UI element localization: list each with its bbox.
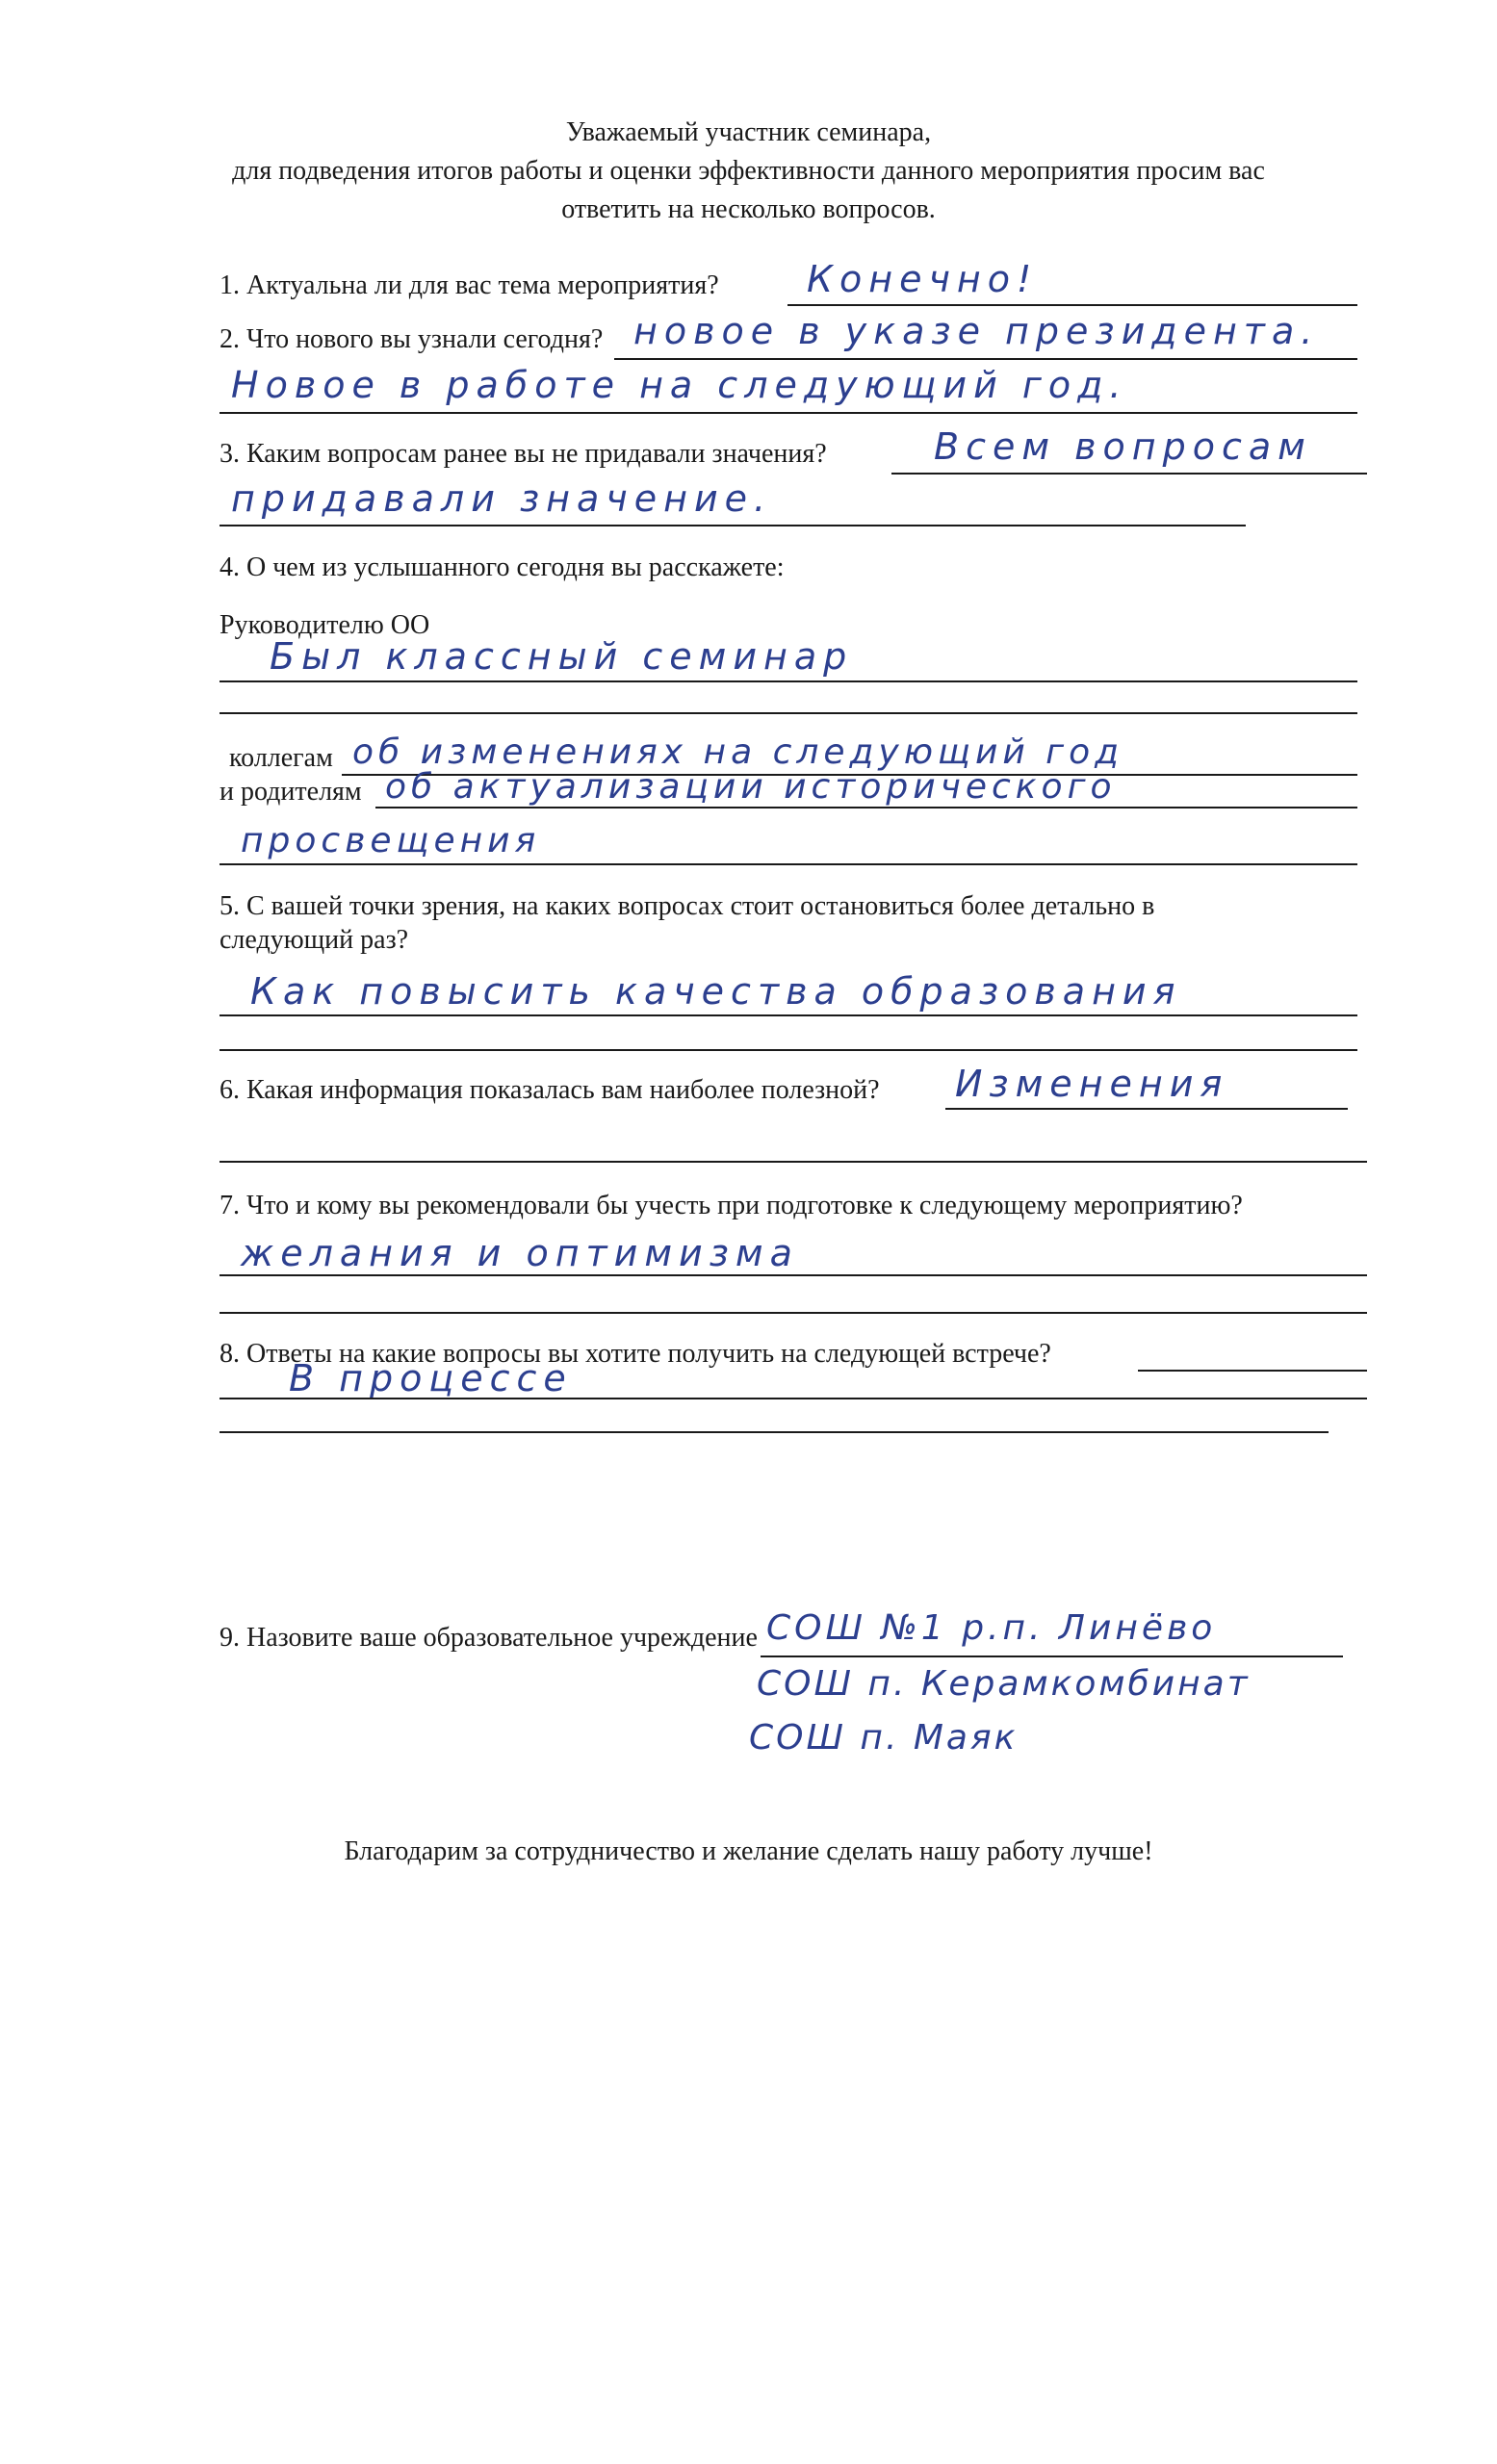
greeting: Уважаемый участник семинара, [565, 117, 932, 147]
question-4-answer: Был классный семинар [270, 635, 854, 678]
question-5-label: следующий раз? [219, 925, 409, 955]
question-4-answer: об актуализации исторического [385, 767, 1117, 807]
answer-line [219, 680, 1357, 682]
question-4-answer: об изменениях на следующий год [352, 732, 1124, 772]
answer-line [219, 712, 1357, 714]
intro-line: для подведения итогов работы и оценки эффективности данного мероприятия просим вас [232, 156, 1265, 186]
recipient-label: Руководителю ОО [219, 610, 430, 640]
question-4-answer: просвещения [241, 821, 541, 860]
question-3-label: 3. Каким вопросам ранее вы не придавали значения? [219, 439, 827, 469]
answer-line [219, 863, 1357, 865]
question-4-label: 4. О чем из услышанного сегодня вы расскажете: [219, 552, 785, 582]
question-8-answer: В процессе [289, 1357, 573, 1399]
answer-line [219, 1398, 1367, 1399]
question-1-label: 1. Актуальна ли для вас тема мероприятия? [219, 270, 719, 300]
recipient-label: и родителям [219, 777, 362, 807]
question-6-answer: Изменения [955, 1063, 1229, 1105]
question-1-answer: Конечно! [807, 258, 1039, 300]
answer-line [219, 1049, 1357, 1051]
question-5-answer: Как повысить качества образования [250, 970, 1182, 1013]
answer-line [787, 304, 1357, 306]
question-3-answer: придавали значение. [231, 477, 773, 520]
answer-line [891, 473, 1367, 475]
question-2-answer: новое в указе президента. [633, 310, 1320, 352]
thank-you-note: Благодарим за сотрудничество и желание сделать нашу работу лучше! [344, 1836, 1153, 1866]
answer-line [219, 412, 1357, 414]
answer-line [219, 1274, 1367, 1276]
question-5-label: 5. С вашей точки зрения, на каких вопросах стоит остановиться более детально в [219, 891, 1155, 921]
answer-line [219, 1161, 1367, 1163]
form-header [0, 114, 1497, 229]
question-7-answer: желания и оптимизма [241, 1232, 799, 1274]
answer-line [219, 1014, 1357, 1016]
question-9-answer: СОШ п. Маяк [749, 1718, 1019, 1758]
question-7-label: 7. Что и кому вы рекомендовали бы учесть при подготовке к следующему мероприятию? [219, 1191, 1243, 1220]
question-9-answer: СОШ №1 р.п. Линёво [766, 1608, 1217, 1648]
answer-line [945, 1108, 1348, 1110]
intro-line: ответить на несколько вопросов. [561, 194, 936, 224]
answer-line [614, 358, 1357, 360]
answer-line [219, 1312, 1367, 1314]
answer-line [761, 1656, 1343, 1657]
recipient-label: коллегам [229, 743, 333, 773]
question-2-label: 2. Что нового вы узнали сегодня? [219, 324, 604, 354]
question-6-label: 6. Какая информация показалась вам наиболее полезной? [219, 1075, 880, 1105]
question-9-answer: СОШ п. Керамкомбинат [757, 1664, 1251, 1704]
question-3-answer: Всем вопросам [934, 425, 1312, 468]
answer-line [219, 525, 1246, 526]
question-8-label: 8. Ответы на какие вопросы вы хотите получить на следующей встрече? [219, 1339, 1051, 1369]
answer-line [1138, 1370, 1367, 1372]
question-2-answer: Новое в работе на следующий год. [231, 364, 1128, 406]
question-9-label: 9. Назовите ваше образовательное учреждение [219, 1623, 758, 1653]
answer-line [219, 1431, 1329, 1433]
